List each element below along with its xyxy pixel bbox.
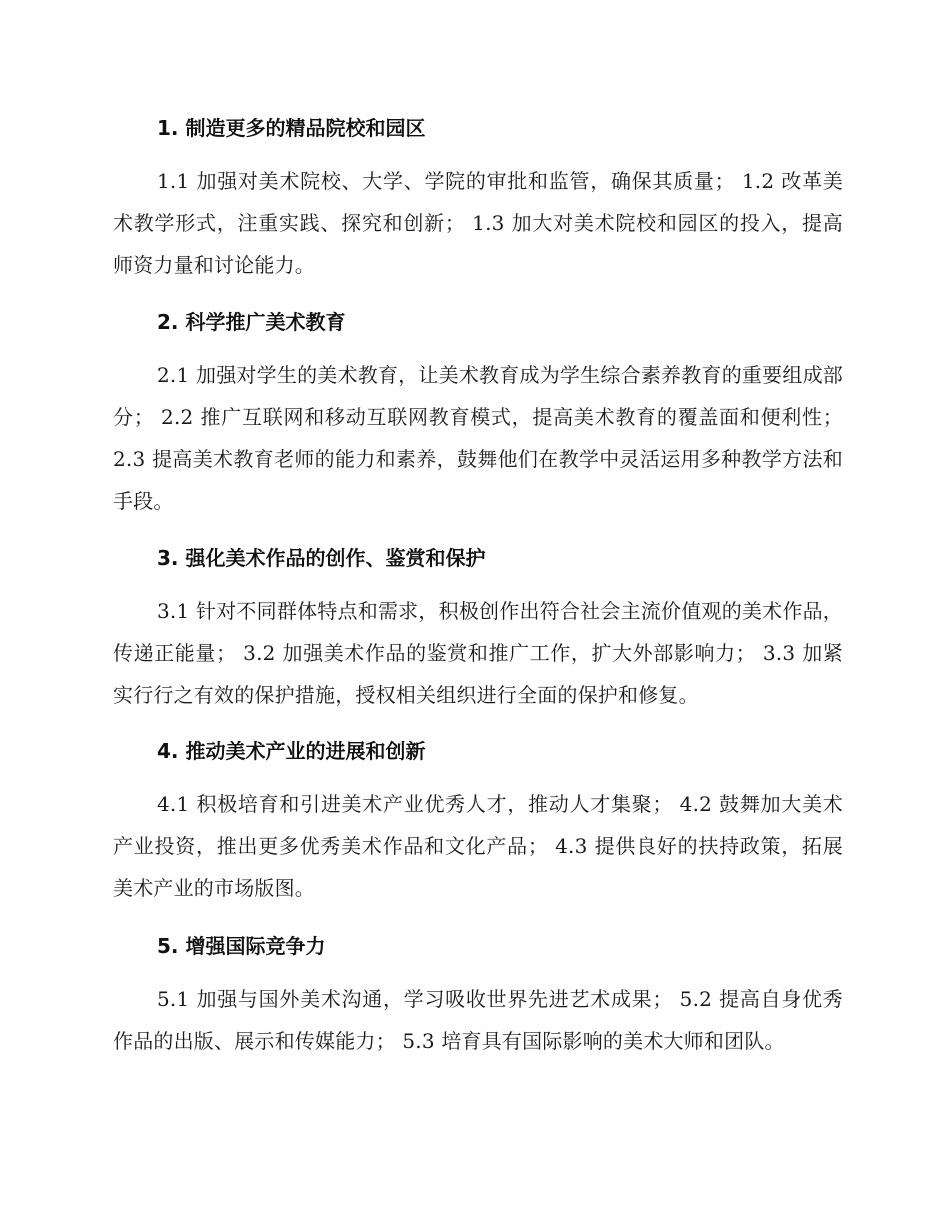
section-4 (113, 737, 843, 909)
section-heading: 2. 科学推广美术教育 (157, 310, 346, 334)
section-1 (113, 114, 843, 286)
section-3 (113, 544, 843, 716)
section-heading: 5. 增强国际竞争力 (157, 934, 326, 958)
section-heading: 3. 强化美术作品的创作、鉴赏和保护 (157, 546, 486, 570)
section-body: 1.1 加强对美术院校、大学、学院的审批和监管，确保其质量； 1.2 改革美术教学形式，注重实践、探究和创新； 1.3 加大对美术院校和园区的投入，提高师资力量和讨论能力。 (113, 169, 843, 277)
section-body: 4.1 积极培育和引进美术产业优秀人才，推动人才集聚； 4.2 鼓舞加大美术产业投资，推出更多优秀美术作品和文化产品； 4.3 提供良好的扶持政策，拓展美术产业的市场版图。 (113, 792, 843, 900)
section-5 (113, 932, 843, 1062)
section-2 (113, 308, 843, 522)
section-heading: 4. 推动美术产业的进展和创新 (157, 739, 426, 763)
section-body: 2.1 加强对学生的美术教育，让美术教育成为学生综合素养教育的重要组成部分； 2.2 推广互联网和移动互联网教育模式，提高美术教育的覆盖面和便利性； 2.3 提高美术教育老师的能力和素养，鼓舞他们在教学中灵活运用多种教学方法和手段。 (113, 363, 843, 513)
section-body: 3.1 针对不同群体特点和需求，积极创作出符合社会主流价值观的美术作品，传递正能量； 3.2 加强美术作品的鉴赏和推广工作，扩大外部影响力； 3.3 加紧实行行之有效的保护措施，授权相关组织进行全面的保护和修复。 (113, 599, 843, 707)
section-heading: 1. 制造更多的精品院校和园区 (157, 116, 426, 140)
section-body: 5.1 加强与国外美术沟通，学习吸收世界先进艺术成果； 5.2 提高自身优秀作品的出版、展示和传媒能力； 5.3 培育具有国际影响的美术大师和团队。 (113, 987, 843, 1053)
